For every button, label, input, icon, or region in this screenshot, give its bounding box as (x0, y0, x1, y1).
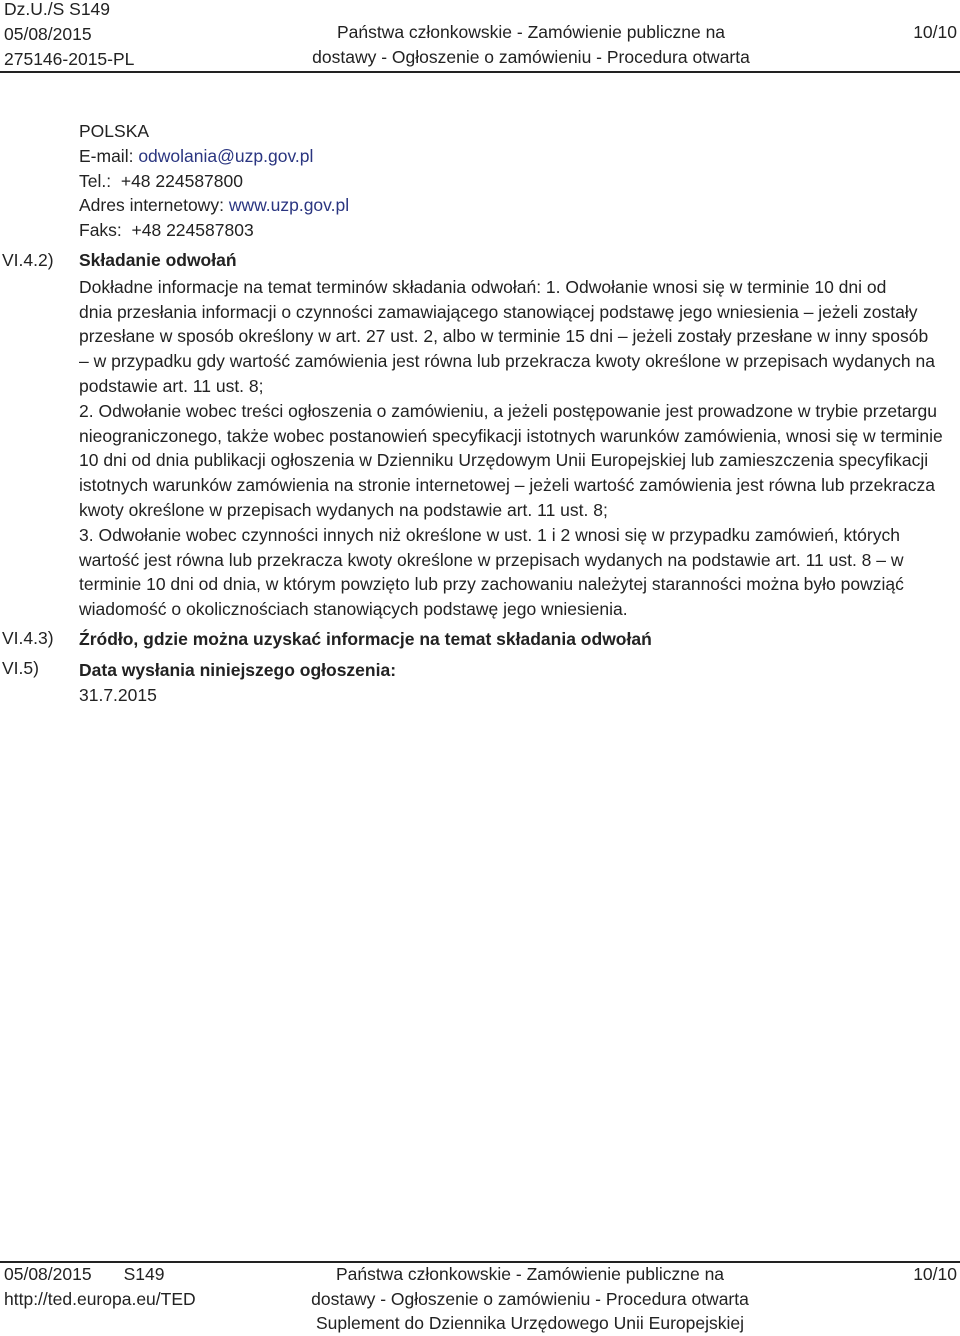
footer-title-line3: Suplement do Dziennika Urzędowego Unii Europejskiej (315, 1313, 744, 1333)
notice-id: 275146-2015-PL (4, 49, 135, 69)
section-heading-vi43: Źródło, gdzie można uzyskać informacje na temat składania odwołań (79, 628, 652, 649)
header-divider (0, 71, 960, 73)
section-heading-vi5: Data wysłania niniejszego ogłoszenia: (79, 659, 397, 680)
appeal-text-line: istotnych warunków zamówienia na stronie internetowej – jeżeli wartość zamówienia jest równa lub przekracza (79, 475, 935, 496)
contact-email-row (79, 144, 954, 169)
appeal-text-line: Dokładne informacje na temat terminów składania odwołań: 1. Odwołanie wnosi się w terminie 10 dni od (79, 276, 887, 297)
section-number-vi43: VI.4.3) (2, 628, 54, 648)
email-label: E-mail: (79, 145, 134, 166)
contact-tel-row (79, 169, 954, 194)
appeal-text-line: podstawie art. 11 ust. 8; (79, 375, 264, 396)
header-date: 05/08/2015 (4, 24, 92, 44)
footer-issue: S149 (123, 1264, 165, 1284)
header-title (310, 20, 752, 70)
section-number-vi42: VI.4.2) (2, 250, 54, 270)
section-number-vi5: VI.5) (2, 658, 39, 678)
tel-value: +48 224587800 (120, 170, 243, 191)
dispatch-date: 31.7.2015 (79, 684, 157, 705)
footer-title-line2: dostawy - Ogłoszenie o zamówieniu - Procedura otwarta (311, 1288, 749, 1309)
section-heading-vi42: Składanie odwołań (79, 249, 237, 270)
tel-label: Tel.: (79, 170, 112, 191)
contact-web-row (79, 193, 954, 218)
fax-label: Faks: (79, 220, 122, 241)
appeal-text-line: terminie 10 dni od dnia, w którym powzięto lub przy zachowaniu należytej staranności można było powziąć (79, 574, 904, 595)
footer-date-issue-row (4, 1262, 196, 1287)
header-page-number: 10/10 (913, 22, 957, 42)
appeal-text-line: przesłane w sposób określony w art. 27 ust. 2, albo w terminie 15 dni – jeżeli zostały przesłane w inny sposób (79, 326, 929, 347)
web-label: Adres internetowy: (79, 195, 224, 216)
appeal-text-line: kwoty określone w przepisach wydanych na podstawie art. 11 ust. 8; (79, 499, 608, 520)
footer-page-number: 10/10 (913, 1264, 957, 1284)
contact-country: POLSKA (79, 121, 150, 141)
footer-title (280, 1262, 780, 1336)
page-footer (0, 1262, 960, 1334)
doc-ref: Dz.U./S S149 (4, 0, 111, 19)
footer-date: 05/08/2015 (4, 1264, 92, 1284)
header-left (4, 0, 134, 72)
fax-value: +48 224587803 (131, 220, 254, 241)
footer-title-line1: Państwa członkowskie - Zamówienie publiczne na (335, 1264, 725, 1284)
appeal-text-line: wartość jest równa lub przekracza kwoty określone w przepisach wydanych na podstawie art. 11 ust. 8 – w (79, 549, 904, 570)
appeal-text-line: – w przypadku gdy wartość zamówienia jest równa lub przekracza kwoty określone w przepisach wydanych na (79, 351, 935, 372)
appeal-text-line: nieograniczonego, także wobec postanowień specyfikacji istotnych warunków zamówienia, wnosi się w terminie (79, 425, 943, 446)
web-link[interactable]: www.uzp.gov.pl (228, 195, 350, 216)
appeal-text-line: 2. Odwołanie wobec treści ogłoszenia o zamówieniu, a jeżeli postępowanie jest prowadzone w trybie przetargu (79, 400, 937, 421)
email-link[interactable]: odwolania@uzp.gov.pl (138, 145, 314, 166)
footer-left (4, 1262, 196, 1311)
footer-url: http://ted.europa.eu/TED (4, 1288, 196, 1309)
header-title-line1: Państwa członkowskie - Zamówienie publiczne na (336, 22, 726, 42)
appeal-text-line: wiadomość o okolicznościach stanowiących podstawę jego wniesienia. (79, 599, 628, 620)
appeal-text-line: 10 dni od dnia publikacji ogłoszenia w Dzienniku Urzędowym Unii Europejskiej lub zamieszczenia specyfikacji (79, 450, 929, 471)
header-title-line2: dostawy - Ogłoszenie o zamówieniu - Procedura otwarta (312, 47, 750, 67)
contact-fax-row (79, 218, 954, 243)
appeal-text-line: 3. Odwołanie wobec czynności innych niż określone w ust. 1 i 2 wnosi się w przypadku zamówień, których (79, 524, 900, 545)
page-header (0, 0, 960, 72)
appeal-text-line: dnia przesłania informacji o czynności zamawiającego stanowiącej podstawę jego wniesienia – jeżeli zostały (79, 301, 918, 322)
main-content (79, 119, 954, 707)
